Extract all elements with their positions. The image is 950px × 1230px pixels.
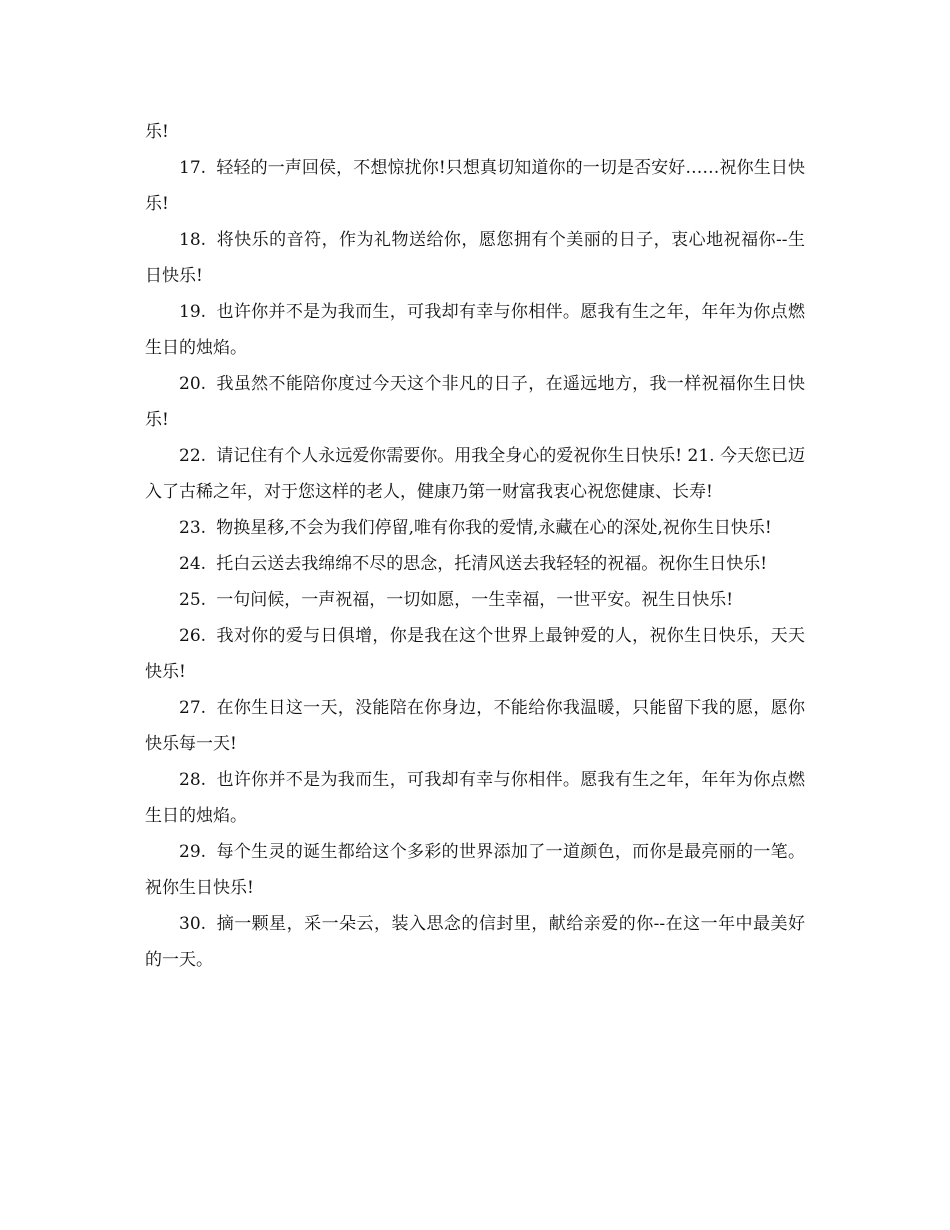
item-number: 19. (179, 302, 207, 322)
item-number: 22. (179, 446, 207, 466)
list-item-26 (145, 618, 805, 690)
list-item-22 (145, 438, 805, 510)
item-text: 每个生灵的诞生都给这个多彩的世界添加了一道颜色，而你是最亮丽的一笔。祝你生日快乐! (145, 842, 805, 898)
item-number: 30. (179, 914, 207, 934)
item-number: 29. (179, 842, 207, 862)
item-number: 26. (179, 626, 207, 646)
item-text: 在你生日这一天，没能陪在你身边，不能给你我温暖，只能留下我的愿，愿你快乐每一天! (145, 698, 805, 754)
item-number: 18. (179, 230, 207, 250)
list-item-20 (145, 366, 805, 438)
document-body (145, 114, 805, 978)
item-text: 轻轻的一声回侯，不想惊扰你!只想真切知道你的一切是否安好……祝你生日快乐! (145, 158, 805, 214)
list-item-28 (145, 762, 805, 834)
list-item-27 (145, 690, 805, 762)
list-item-25 (145, 582, 805, 618)
item-number: 25. (179, 590, 207, 610)
list-item-19 (145, 294, 805, 366)
item-text: 请记住有个人永远爱你需要你。用我全身心的爱祝你生日快乐! 21. 今天您已迈入了古稀之年，对于您这样的老人，健康乃第一财富我衷心祝您健康、长寿! (145, 446, 805, 502)
list-item-29 (145, 834, 805, 906)
list-item-23 (145, 510, 805, 546)
item-text: 物换星移,不会为我们停留,唯有你我的爱情,永藏在心的深处,祝你生日快乐! (216, 518, 772, 538)
paragraph-text: 乐! (145, 122, 169, 142)
item-number: 20. (179, 374, 207, 394)
item-number: 17. (179, 158, 207, 178)
item-text: 一句问候，一声祝福，一切如愿，一生幸福，一世平安。祝生日快乐! (216, 590, 734, 610)
item-number: 27. (179, 698, 207, 718)
paragraph-continuation (145, 114, 805, 150)
item-number: 23. (179, 518, 207, 538)
item-text: 我虽然不能陪你度过今天这个非凡的日子，在遥远地方，我一样祝福你生日快乐! (145, 374, 805, 430)
item-text: 摘一颗星，采一朵云，装入思念的信封里，献给亲爱的你--在这一年中最美好的一天。 (145, 914, 805, 970)
item-number: 24. (179, 554, 207, 574)
list-item-18 (145, 222, 805, 294)
list-item-30 (145, 906, 805, 978)
list-item-17 (145, 150, 805, 222)
list-item-24 (145, 546, 805, 582)
item-text: 也许你并不是为我而生，可我却有幸与你相伴。愿我有生之年，年年为你点燃生日的烛焰。 (145, 770, 805, 826)
item-text: 我对你的爱与日俱增，你是我在这个世界上最钟爱的人，祝你生日快乐，天天快乐! (145, 626, 805, 682)
item-text: 托白云送去我绵绵不尽的思念，托清风送去我轻轻的祝福。祝你生日快乐! (216, 554, 768, 574)
item-number: 28. (179, 770, 207, 790)
item-text: 将快乐的音符，作为礼物送给你，愿您拥有个美丽的日子，衷心地祝福你--生日快乐! (145, 230, 805, 286)
item-text: 也许你并不是为我而生，可我却有幸与你相伴。愿我有生之年，年年为你点燃生日的烛焰。 (145, 302, 805, 358)
